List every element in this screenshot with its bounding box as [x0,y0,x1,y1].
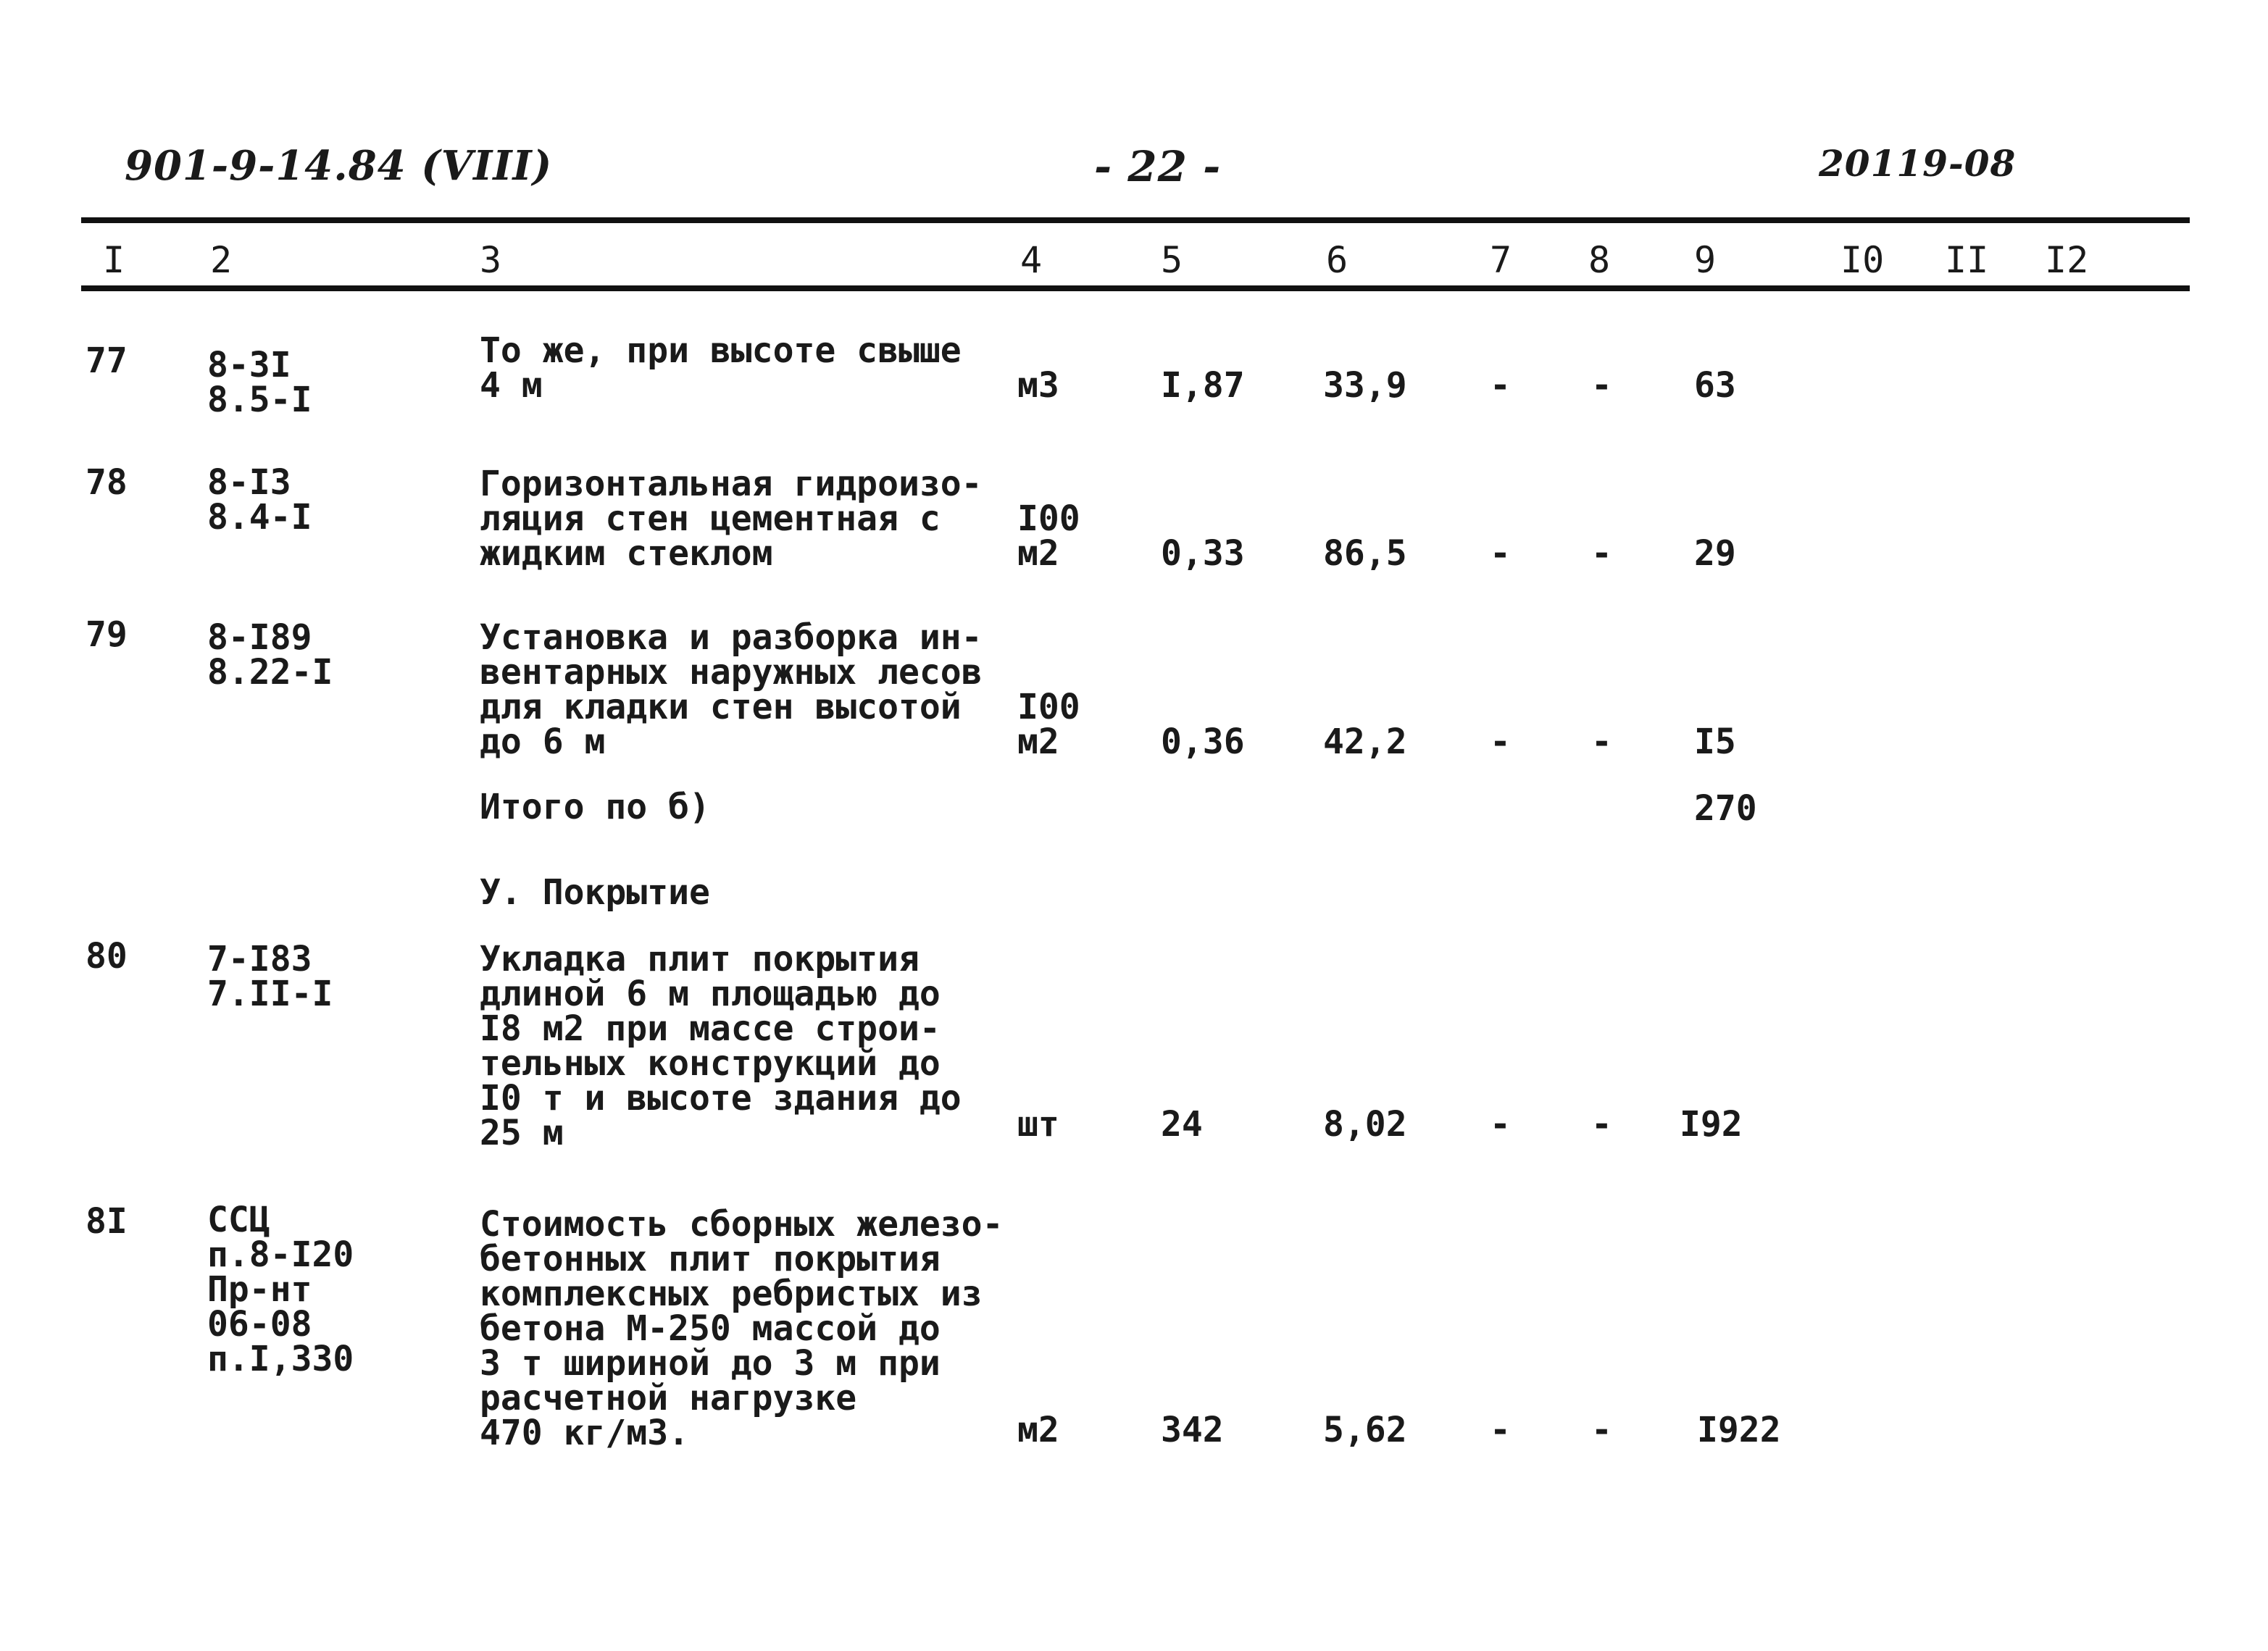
row-unit-price: 8,02 [1323,1104,1407,1145]
row-col7: - [1490,365,1511,406]
row-col7: - [1490,533,1511,574]
row-total: I922 [1697,1410,1781,1450]
row-total: I92 [1680,1104,1743,1145]
row-unit: шт [1017,1104,1059,1145]
row-description: Укладка плит покрытия длиной 6 м площадью до I8 м2 при массе строи- тельных конструкций до I0 т и высоте здания до 25 м [480,939,962,1153]
row-col7: - [1490,1104,1511,1145]
row-total: 29 [1694,533,1736,574]
subtotal-label: Итого по б) [480,787,710,827]
column-header-7: 7 [1490,239,1512,281]
row-code: 8-I89 8.22-I [207,617,333,693]
row-unit-price: 42,2 [1323,722,1407,762]
row-number: 79 [86,614,128,655]
row-number: 78 [86,462,128,503]
column-header-1: I [103,239,125,281]
column-header-3: 3 [480,239,502,281]
document-code: 901-9-14.84 (VIII) [125,142,553,190]
row-code: ССЦ п.8-I20 Пр-нт 06-08 п.I,330 [207,1200,354,1379]
row-unit: I00 м2 [1017,498,1080,574]
row-col8: - [1591,533,1612,574]
table-top-rule [81,217,2190,223]
sheet-code: 20119-08 [1819,142,2017,185]
row-code: 8-I3 8.4-I [207,462,312,538]
row-unit-price: 5,62 [1323,1410,1407,1450]
column-header-6: 6 [1326,239,1348,281]
row-unit-price: 86,5 [1323,533,1407,574]
row-col8: - [1591,722,1612,762]
row-number: 80 [86,936,128,977]
subtotal-value: 270 [1694,788,1757,829]
column-header-9: 9 [1694,239,1717,281]
row-col8: - [1591,1104,1612,1145]
row-quantity: 24 [1161,1104,1203,1145]
column-header-8: 8 [1588,239,1611,281]
row-total: I5 [1694,722,1736,762]
header-bottom-rule [81,285,2190,291]
row-total: 63 [1694,365,1736,406]
row-unit: I00 м2 [1017,687,1080,762]
row-description: Стоимость сборных железо- бетонных плит покрытия комплексных ребристых из бетона М-250 массой до 3 т шириной до 3 м при расчетной нагрузке 470 кг/м3. [480,1204,1004,1453]
row-quantity: I,87 [1161,365,1245,406]
row-unit: м3 [1017,365,1059,406]
row-quantity: 0,36 [1161,722,1245,762]
column-header-5: 5 [1161,239,1183,281]
row-description: То же, при высоте свыше 4 м [480,330,962,406]
row-unit: м2 [1017,1410,1059,1450]
row-quantity: 0,33 [1161,533,1245,574]
column-header-12: I2 [2045,239,2089,281]
row-col7: - [1490,722,1511,762]
column-header-4: 4 [1020,239,1043,281]
row-description: Горизонтальная гидроизо- ляция стен цементная с жидким стеклом [480,464,983,574]
row-code: 8-3I 8.5-I [207,345,312,420]
row-col7: - [1490,1410,1511,1450]
row-description: Установка и разборка ин- вентарных наружных лесов для кладки стен высотой до 6 м [480,617,983,762]
column-header-10: I0 [1840,239,1885,281]
page-number: - 22 - [1094,142,1222,191]
row-code: 7-I83 7.II-I [207,939,333,1014]
row-number: 8I [86,1201,128,1242]
row-quantity: 342 [1161,1410,1224,1450]
row-col8: - [1591,365,1612,406]
column-header-11: II [1945,239,1989,281]
row-col8: - [1591,1410,1612,1450]
row-number: 77 [86,340,128,381]
section-title: У. Покрытие [480,872,710,913]
column-header-2: 2 [210,239,233,281]
row-unit-price: 33,9 [1323,365,1407,406]
